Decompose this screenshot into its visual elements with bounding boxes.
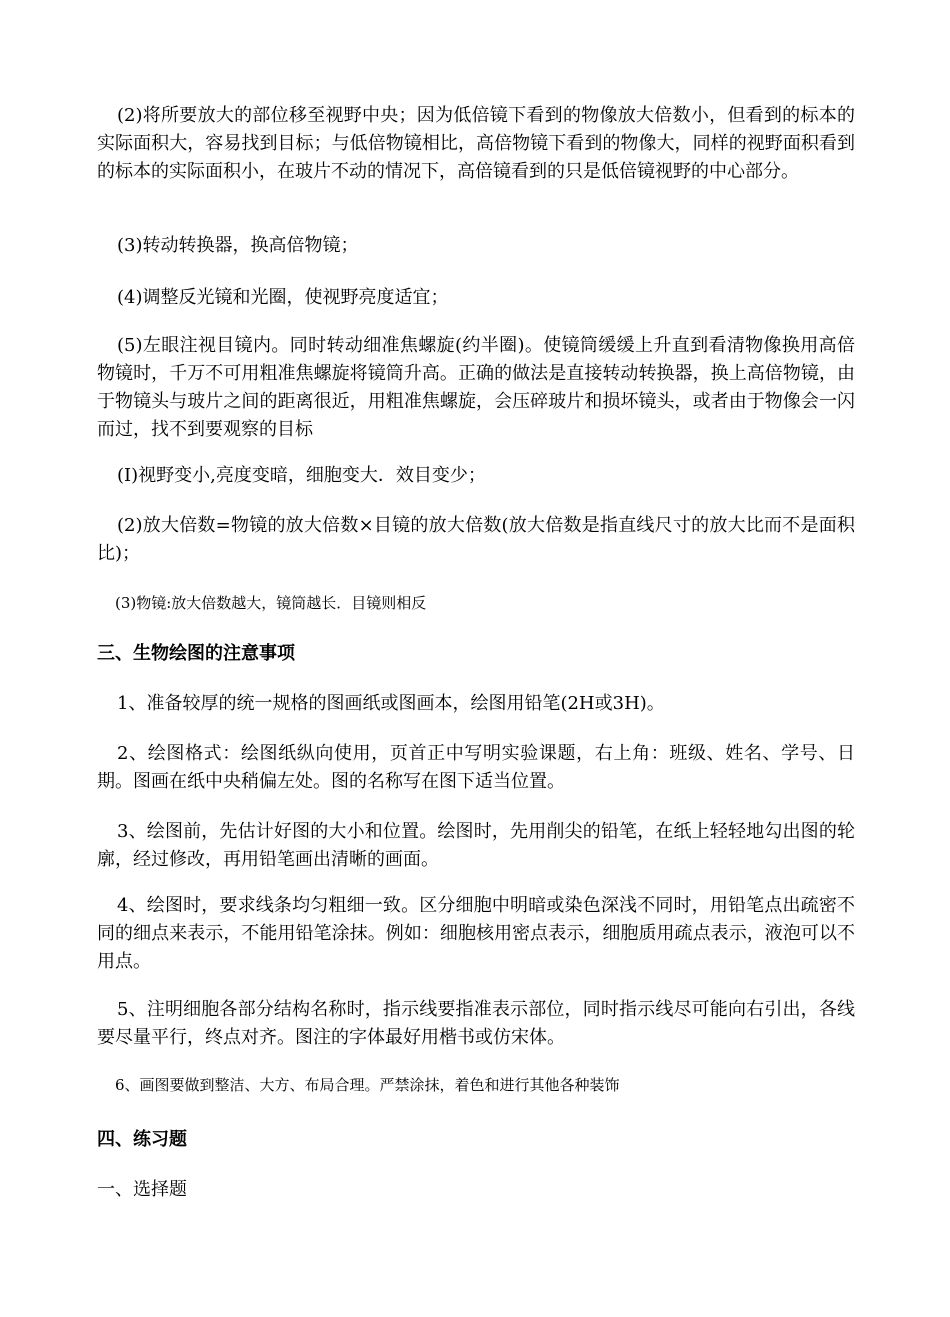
paragraph-note-3: (3)物镜:放大倍数越大，镜筒越长．目镜则相反 [115, 594, 427, 612]
drawing-rule-6: 6、画图要做到整洁、大方、布局合理。严禁涂抹，着色和进行其他各种装饰 [115, 1076, 620, 1094]
paragraph-note-1: (I)视野变小,亮度变暗，细胞变大．效目变少； [117, 465, 486, 486]
paragraph-step-3: (3)转动转换器，换高倍物镜； [117, 235, 359, 256]
paragraph-step-5: (5)左眼注视目镜内。同时转动细准焦螺旋(约半圈)。使镜筒缓缓上升直到看清物像换用高倍物镜时，千万不可用粗准焦螺旋将镜筒升高。正确的做法是直接转动转换器，换上高倍物镜，由于物镜头与玻片之间的距离很近，用粗准焦螺旋，会压碎玻片和损坏镜头，或者由于物像会一闪而过，找不到要观察的目标 [97, 335, 855, 440]
drawing-rule-3: 3、绘图前，先估计好图的大小和位置。绘图时，先用削尖的铅笔，在纸上轻轻地勾出图的轮廓，经过修改，再用铅笔画出清晰的画面。 [97, 821, 855, 870]
section-heading-exercises: 四、练习题 [97, 1129, 187, 1150]
drawing-rule-2: 2、绘图格式：绘图纸纵向使用，页首正中写明实验课题，右上角：班级、姓名、学号、日期。图画在纸中央稍偏左处。图的名称写在图下适当位置。 [97, 743, 855, 792]
drawing-rule-5: 5、注明细胞各部分结构名称时，指示线要指准表示部位，同时指示线尽可能向右引出，各线要尽量平行，终点对齐。图注的字体最好用楷书或仿宋体。 [97, 999, 855, 1048]
paragraph-note-2: (2)放大倍数=物镜的放大倍数×目镜的放大倍数(放大倍数是指直线尺寸的放大比而不是面积比)； [97, 515, 855, 564]
subheading-multiple-choice: 一、选择题 [97, 1179, 187, 1200]
drawing-rule-1: 1、准备较厚的统一规格的图画纸或图画本，绘图用铅笔(2H或3H)。 [117, 693, 665, 714]
drawing-rule-4: 4、绘图时，要求线条均匀粗细一致。区分细胞中明暗或染色深浅不同时，用铅笔点出疏密不同的细点来表示，不能用铅笔涂抹。例如：细胞核用密点表示，细胞质用疏点表示，液泡可以不用点。 [97, 895, 855, 972]
section-heading-drawing: 三、生物绘图的注意事项 [97, 643, 295, 664]
paragraph-step-2: (2)将所要放大的部位移至视野中央；因为低倍镜下看到的物像放大倍数小，但看到的标本的实际面积大，容易找到目标；与低倍物镜相比，高倍物镜下看到的物像大，同样的视野面积看到的标本的实际面积小，在玻片不动的情况下，高倍镜看到的只是低倍镜视野的中心部分。 [97, 105, 855, 182]
paragraph-step-4: (4)调整反光镜和光圈，使视野亮度适宜； [117, 287, 449, 308]
